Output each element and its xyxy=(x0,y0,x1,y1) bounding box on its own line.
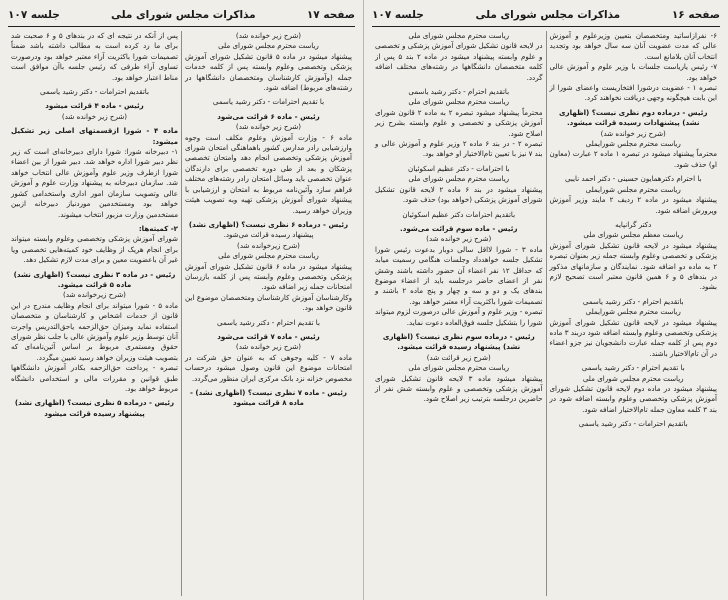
session-number: جلسه ۱۰۷ xyxy=(372,9,424,21)
centered-line: ریاست محترم مجلس شورای ملی xyxy=(218,251,319,261)
centered-line: با احترامات - دکتر عظیم اسکوئیان xyxy=(408,163,510,173)
centered-line: ریاست محترم مجلس شورایملی xyxy=(585,184,681,194)
paragraph: ماده ۳ - شورا لااقل سالی دوبار بدعوت رئیس شورا تشکیل جلسه خواهدداد وجلسات هنگامی رسمیت میابد که حداقل ۱۲ نفر اعضاء آن حضور داشته باشند وشش نفر از اعضای حاضر درجلسه باید از اعضاء موضوع بندهای یک و دو و سه و چهار و پنج ماده ۲ باشند و تصمیمات شورا باکثریت آراء معتبر خواهد بود. xyxy=(375,244,543,306)
speaker-line: رئیس - ماده ۴ قرائت میشود xyxy=(45,101,144,111)
centered-line: (شرح زیر خوانده شد) xyxy=(61,111,128,121)
speaker-line: رئیس - ماده ۷ نظری نیست؟ (اظهاری نشد) - ماده ۸ قرائت میشود xyxy=(190,388,347,408)
centered-line: (شرح زیر خوانده شد) xyxy=(235,342,302,352)
speaker-line: ماده ۴ - شورا ازقسمتهای اصلی زیر تشکیل میشود: xyxy=(11,126,178,146)
speaker-line: رئیس - درماده دوم نظری نیست؟ (اظهاری نشد) پیشنهادات رسیده قرائت میشود. xyxy=(559,107,708,128)
text-column xyxy=(8,31,182,596)
columns xyxy=(8,31,355,596)
speaker-line: رئیس - درماده سوم نظری نیست؟ (اظهاری نشد) پیشنهاد رسیده قرائت میشود. xyxy=(382,331,535,352)
paragraph: ماده ۷ - کلیه وجوهی که به عنوان حق شرکت در امتحانات موضوع این قانون وصول میشود درحساب مخصوص خزانه نزد بانک مرکزی ایران منظور می‌گردد. xyxy=(185,352,352,383)
centered-line: (شرح زیر خوانده شد) xyxy=(235,31,302,40)
centered-line: (شرح زیر خوانده شد) xyxy=(600,128,666,138)
centered-line: ریاست محترم مجلس شورایملی xyxy=(585,139,681,149)
centered-line: با احترام دکترهمایون حسینی - دکتر احمد نایبی xyxy=(564,174,702,184)
paragraph: ۶- نفرازاساتید ومتخصصان بتعیین وزیرعلوم و آموزش عالی که مدت عضویت آنان سه سال خواهد بود وتجدید انتخاب آنان بلامانع است. xyxy=(549,31,717,61)
centered-line: باتقدیم احترامات دکتر عظیم اسکوئیان xyxy=(402,209,516,219)
centered-line: (شرح زیر قرائت شد) xyxy=(426,352,491,362)
page-header xyxy=(8,4,355,27)
paragraph: وکارشناسان آموزش کارشناسان ومتخصصان موضوع این قانون خواهد بود. xyxy=(185,292,352,313)
centered-line: ریاست محترم مجلس شورایملی xyxy=(585,307,681,317)
speaker-line: رئیس - ماده ۶ قرائت می‌شود xyxy=(217,111,320,121)
paragraph: تبصره - وزیر علوم و آموزش عالی درصورت لزوم میتواند شورا را بتشکیل جلسه فوق‌العاده دعوت نماید. xyxy=(375,307,543,327)
centered-line: ریاست محترم مجلس شورای ملی xyxy=(218,41,319,51)
centered-line: ریاست محترم مجلس شورای ملی xyxy=(408,31,510,40)
paragraph: پیشنهاد میشود ماده ۳ لایحه قانون تشکیل شورای آموزش پزشکی وتخصصی و علوم وابسته شش نفر از حاضرین درجلسه بترتیب زیر اصلاح شود. xyxy=(375,373,543,404)
paragraph: محترماً پیشنهاد میشود در تبصره ۱ ماده ۲ عبارت (معاون او) حذف شود. xyxy=(549,149,717,169)
speaker-line: رئیس - ماده ۷ قرائت می‌شود xyxy=(217,331,320,341)
paragraph: تبصره - پرداخت حق‌الزحمه بکادر آموزش دانشگاهها طبق قوانین و مقررات مالی و استخدامی دانشگاه مربوط خواهد بود. xyxy=(11,363,178,393)
centered-line: ریاست معظم مجلس شورای ملی xyxy=(583,230,684,240)
page-16 xyxy=(364,0,728,600)
paragraph: پیشنهاد میشود در ماده ۲ ردیف ۲ مایند وزیر آموزش وپرورش اضافه شود. xyxy=(549,195,717,215)
speaker-line: رئیس - ماده سوم قرائت می‌شود. xyxy=(400,223,518,233)
centered-line: ریاست محترم مجلس شورای ملی xyxy=(408,97,510,107)
centered-line: (شرح زیر خوانده شد) xyxy=(426,234,492,244)
centered-line: دکتر گرانپایه xyxy=(615,219,652,229)
paragraph: پیشنهاد میشود در بند ۶ ماده ۲ لایحه قانون تشکیل شورای آموزش پزشکی (خواهد بود) حذف شود. xyxy=(375,184,543,205)
paragraph: پیشنهاد میشود در ماده ۵ قانون تشکیل شورای آموزش پزشکی وتخصصی وعلوم وابسته پس از کلمه خدمات جمله (وآموزش کارشناسان ومتخصصان دانشگاهها در رشته‌های مربوط) اضافه شود. xyxy=(185,51,352,93)
columns xyxy=(372,31,720,596)
paragraph: پیشنهاد میشود در لایحه قانون تشکیل شورای آموزش پزشکی و تخصصی وعلوم وابسته جمله زیر بعنوان تبصره ۲ به ماده دو اضافه شود. نمایندگان و سازمانهای مذکور در بندهای ۵ و ۶ همین قانون معتبر است تصحیح لازم بشود. xyxy=(549,240,718,292)
running-title: مذاکرات مجلس شورای ملی xyxy=(475,9,621,21)
paragraph: شورای آموزش پزشکی وتخصصی وعلوم وابسته میتواند برای انجام هریک از وظایف خود کمیته‌هایی تخصصی ویا غیر آن باعضویت معین و برای مدت لازم تشکیل دهد. xyxy=(11,234,178,265)
centered-line: (شرح زیر خوانده شد) xyxy=(235,122,302,132)
page-number: صفحه ۱۷ xyxy=(306,9,355,21)
speaker-line: رئیس - درماده ۵ نظری نیست؟ (اظهاری نشد) پیشنهاد رسیده قرائت میشود xyxy=(14,398,175,418)
running-title: مذاکرات مجلس شورای ملی xyxy=(110,9,256,21)
paragraph: در لایحه قانون تشکیل شورای آموزش پزشکی و تخصصی و علوم وابسته پیشنهاد میشود در ماده ۲ بند ۵ پس از کلمه متخصصان دانشگاهها در رشته‌های مختلف اضافه گردد. xyxy=(375,41,543,82)
paragraph: ماده ۵ - شورا میتواند برای انجام وظایف مندرج در این قانون از خدمات اشخاص و کارشناسان و متخصصان استفاده نماید ومیزان حق‌الزحمه یاحق‌التدریس واجرت آنان توسط وزیر علوم وآموزش عالی با جلب نظر شورای حقوق ومستمری مربوط بر اساس آئین‌نامه‌ای که بتصویب هیئت وزیران خواهد رسید تعیین میگردد. xyxy=(11,300,179,362)
text-column xyxy=(182,31,355,596)
speaker-line: ۲- کمیته‌ها: xyxy=(138,223,178,233)
paragraph: ۱- دبیرخانه شورا: شورا دارای دبیرخانه‌ای است که زیر نظر دبیر شورا اداره خواهد شد. دبیر شورا از بین اعضاء شورا ازطرف وزیر علوم وآموزش عالی انتخاب خواهد شد. سازمان دبیرخانه به پیشنهاد وزارت علوم و آموزش عالی وتصویب سازمان امور اداری واستخدامی کشور خواهد بود ومستخدمین موردنیاز دبیرخانه ازبین مستخدمین وزارت مزبور انتخاب میشوند. xyxy=(11,147,178,219)
paragraph: پیشنهاد میشود در لایحه قانون تشکیل شورای آموزش پزشکی وتخصصی وعلوم وابسته اضافه شود دربند ۳ ماده دوم پس از کلمه جمله عبارت دانشجویان نیز جزو اعضاء در آن تام‌الاختیار باشند. xyxy=(549,317,718,358)
centered-line: ریاست محترم مجلس شورای ملی xyxy=(582,373,684,383)
page-number: صفحه ۱۶ xyxy=(671,9,720,21)
text-column xyxy=(372,31,547,596)
paragraph: پیشنهاد میشود در ماده دوم لایحه قانون تشکیل شورای آموزش پزشکی وتخصصی وعلوم وابسته اضافه شود در بند ۳ کلمه معاون جمله تام‌الاختیار اضافه شود. xyxy=(549,384,717,414)
centered-line: ریاست محترم مجلس شورای ملی xyxy=(408,174,510,184)
centered-line: (شرح زیرخوانده شد) xyxy=(237,240,300,250)
centered-line: باتقدیم احترام - دکتر رشید یاسمی xyxy=(408,87,510,97)
centered-line: باتقدیم احترامات - دکتر رشید یاسمی xyxy=(40,87,149,97)
centered-line: باتقدیم احترامات - دکتر رشید یاسمی xyxy=(578,419,688,429)
centered-line: ریاست محترم مجلس شورای ملی xyxy=(408,363,510,373)
centered-line: با تقدیم احترامات - دکتر رشید یاسمی xyxy=(212,97,325,107)
speaker-line: رئیس - درماده ۶ نظری نیست؟ (اظهاری نشد) xyxy=(188,219,349,229)
paragraph: پس از آنکه در نتیجه ای که در بندهای ۵ و ۶ صحبت شد برای ما رد کرده است به مطالب داشته باشد ضمناً تصمیمات شورا باکثریت آراء معتبر خواهد بود ودرصورت تساوی آراء طرفی که رئیس جلسه باآن موافق است مناط اعتبار خواهد بود. xyxy=(11,31,179,82)
paragraph: ماده ۶ - وزارت آموزش وعلوم مکلف است وجوه وارزشیابی رادر مدارس کشور باهماهنگی امتحان شورای آموزش پزشکی وتخصصی انجام دهد وامتحان تخصصی پزشکان و بعد از طی دوره تخصصی برای دارندگان عنوان تخصصی باید وسائل امتحان رادر رشته‌های مختلف فراهم سازد وآئین‌نامه مربوط به امتحان و ارزشیابی با پیشنهاد شورای آموزش پزشکی تهیه وبه تصویب هیئت وزیران خواهد رسید. xyxy=(185,132,352,215)
speaker-line: رئیس - در ماده ۳ نظری نیست؟ (اظهاری نشد) ماده ۵ قرائت میشود. xyxy=(13,269,176,289)
centered-line: باتقدیم احترام - دکتر رشید یاسمی xyxy=(582,296,684,306)
centered-line: با تقدیم احترام - دکتر رشید یاسمی xyxy=(581,363,685,373)
centered-line: پیشنهاد رسیده قرائت می‌شود. xyxy=(223,230,314,240)
centered-line: (شرح زیرخوانده شد) xyxy=(63,290,126,300)
centered-line: با تقدیم احترام - دکتر رشید یاسمی xyxy=(217,317,320,327)
paragraph: پیشنهاد میشود در ماده ۶ قانون تشکیل شورای آموزش پزشکی وتخصصی وعلوم وابسته پس از کلمه بازرسان امتحانات جمله زیر اضافه شود. xyxy=(185,261,352,292)
paragraph: تبصره ۲ - در بند ۶ ماده ۲ وزیر علوم و آموزش عالی و بند ۷ نیز با تعیین تام‌الاختیار او خواهد بود. xyxy=(375,139,543,159)
paragraph: ۷- رئیس یاریاست جلسات با وزیر علوم و آموزش عالی خواهد بود. xyxy=(549,62,717,82)
text-column xyxy=(547,31,721,596)
session-number: جلسه ۱۰۷ xyxy=(8,9,60,21)
page-header xyxy=(372,4,720,27)
paragraph: محترماً پیشنهاد میشود تبصره ۲ به ماده ۲ قانون شورای آموزش پزشکی و تخصصی و علوم وابسته بشرح زیر اصلاح شود. xyxy=(375,107,543,138)
paragraph: تبصره ۱ - عضویت درشورا افتخاریست واعضای شورا از این بابت هیچگونه وجهی دریافت نخواهند کرد. xyxy=(549,83,717,103)
